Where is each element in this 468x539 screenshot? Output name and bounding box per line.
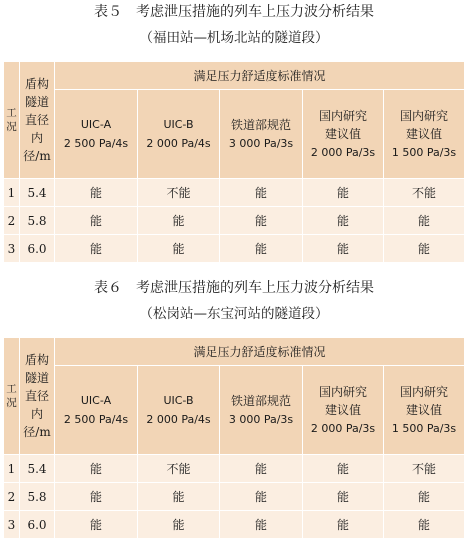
result-cell: 能: [220, 455, 303, 483]
result-cell: 能: [138, 207, 220, 235]
row-diameter: 5.8: [20, 483, 55, 511]
header-criterion-railway: 铁道部规范 3 000 Pa/3s: [220, 90, 303, 179]
result-cell: 能: [384, 511, 465, 539]
header-criterion-uic-b: UIC-B 2 000 Pa/4s: [138, 366, 220, 455]
result-cell: 能: [303, 207, 384, 235]
header-criterion-uic-a: UIC-A 2 500 Pa/4s: [55, 366, 138, 455]
result-cell: 能: [384, 483, 465, 511]
header-criterion-domestic-1500: 国内研究 建议值 1 500 Pa/3s: [384, 90, 465, 179]
header-criterion-railway: 铁道部规范 3 000 Pa/3s: [220, 366, 303, 455]
table-6-title: 表６ 考虑泄压措施的列车上压力波分析结果: [94, 280, 374, 296]
header-criteria-group: 满足压力舒适度标准情况: [55, 62, 465, 90]
table-row: [4, 207, 465, 235]
result-cell: 能: [384, 235, 465, 263]
header-criterion-domestic-2000: 国内研究 建议值 2 000 Pa/3s: [303, 366, 384, 455]
table-6: [3, 337, 465, 539]
result-cell: 能: [303, 179, 384, 207]
table-6-subtitle: （松岗站—东宝河站的隧道段）: [139, 306, 329, 322]
header-case: 工况: [4, 338, 20, 455]
result-cell: 不能: [138, 179, 220, 207]
table-row: [4, 511, 465, 539]
row-diameter: 6.0: [20, 235, 55, 263]
row-diameter: 6.0: [20, 511, 55, 539]
table-row: [4, 455, 465, 483]
result-cell: 能: [220, 483, 303, 511]
table-5-subtitle: （福田站—机场北站的隧道段）: [139, 30, 329, 46]
row-case: 1: [4, 455, 20, 483]
result-cell: 不能: [384, 179, 465, 207]
table-row: [4, 179, 465, 207]
result-cell: 能: [303, 235, 384, 263]
header-criterion-domestic-2000: 国内研究 建议值 2 000 Pa/3s: [303, 90, 384, 179]
header-diameter: 盾构隧道直径内径/m: [20, 62, 55, 179]
row-case: 3: [4, 235, 20, 263]
header-case: 工况: [4, 62, 20, 179]
result-cell: 能: [303, 483, 384, 511]
header-criteria-group: 满足压力舒适度标准情况: [55, 338, 465, 366]
result-cell: 能: [138, 511, 220, 539]
result-cell: 能: [55, 179, 138, 207]
row-diameter: 5.8: [20, 207, 55, 235]
table-row: [4, 235, 465, 263]
result-cell: 能: [55, 235, 138, 263]
row-diameter: 5.4: [20, 455, 55, 483]
table-row: [4, 483, 465, 511]
header-criterion-domestic-1500: 国内研究 建议值 1 500 Pa/3s: [384, 366, 465, 455]
result-cell: 能: [220, 511, 303, 539]
result-cell: 不能: [384, 455, 465, 483]
result-cell: 能: [303, 511, 384, 539]
row-case: 2: [4, 207, 20, 235]
row-diameter: 5.4: [20, 179, 55, 207]
result-cell: 能: [55, 511, 138, 539]
row-case: 2: [4, 483, 20, 511]
table-5-title: 表５ 考虑泄压措施的列车上压力波分析结果: [94, 4, 374, 20]
result-cell: 能: [220, 207, 303, 235]
result-cell: 能: [55, 455, 138, 483]
table-5: [3, 61, 465, 263]
result-cell: 能: [138, 235, 220, 263]
result-cell: 能: [55, 207, 138, 235]
row-case: 1: [4, 179, 20, 207]
header-diameter: 盾构隧道直径内径/m: [20, 338, 55, 455]
result-cell: 能: [384, 207, 465, 235]
row-case: 3: [4, 511, 20, 539]
result-cell: 能: [220, 235, 303, 263]
header-criterion-uic-a: UIC-A 2 500 Pa/4s: [55, 90, 138, 179]
header-criterion-uic-b: UIC-B 2 000 Pa/4s: [138, 90, 220, 179]
result-cell: 能: [303, 455, 384, 483]
result-cell: 不能: [138, 455, 220, 483]
result-cell: 能: [220, 179, 303, 207]
result-cell: 能: [55, 483, 138, 511]
result-cell: 能: [138, 483, 220, 511]
